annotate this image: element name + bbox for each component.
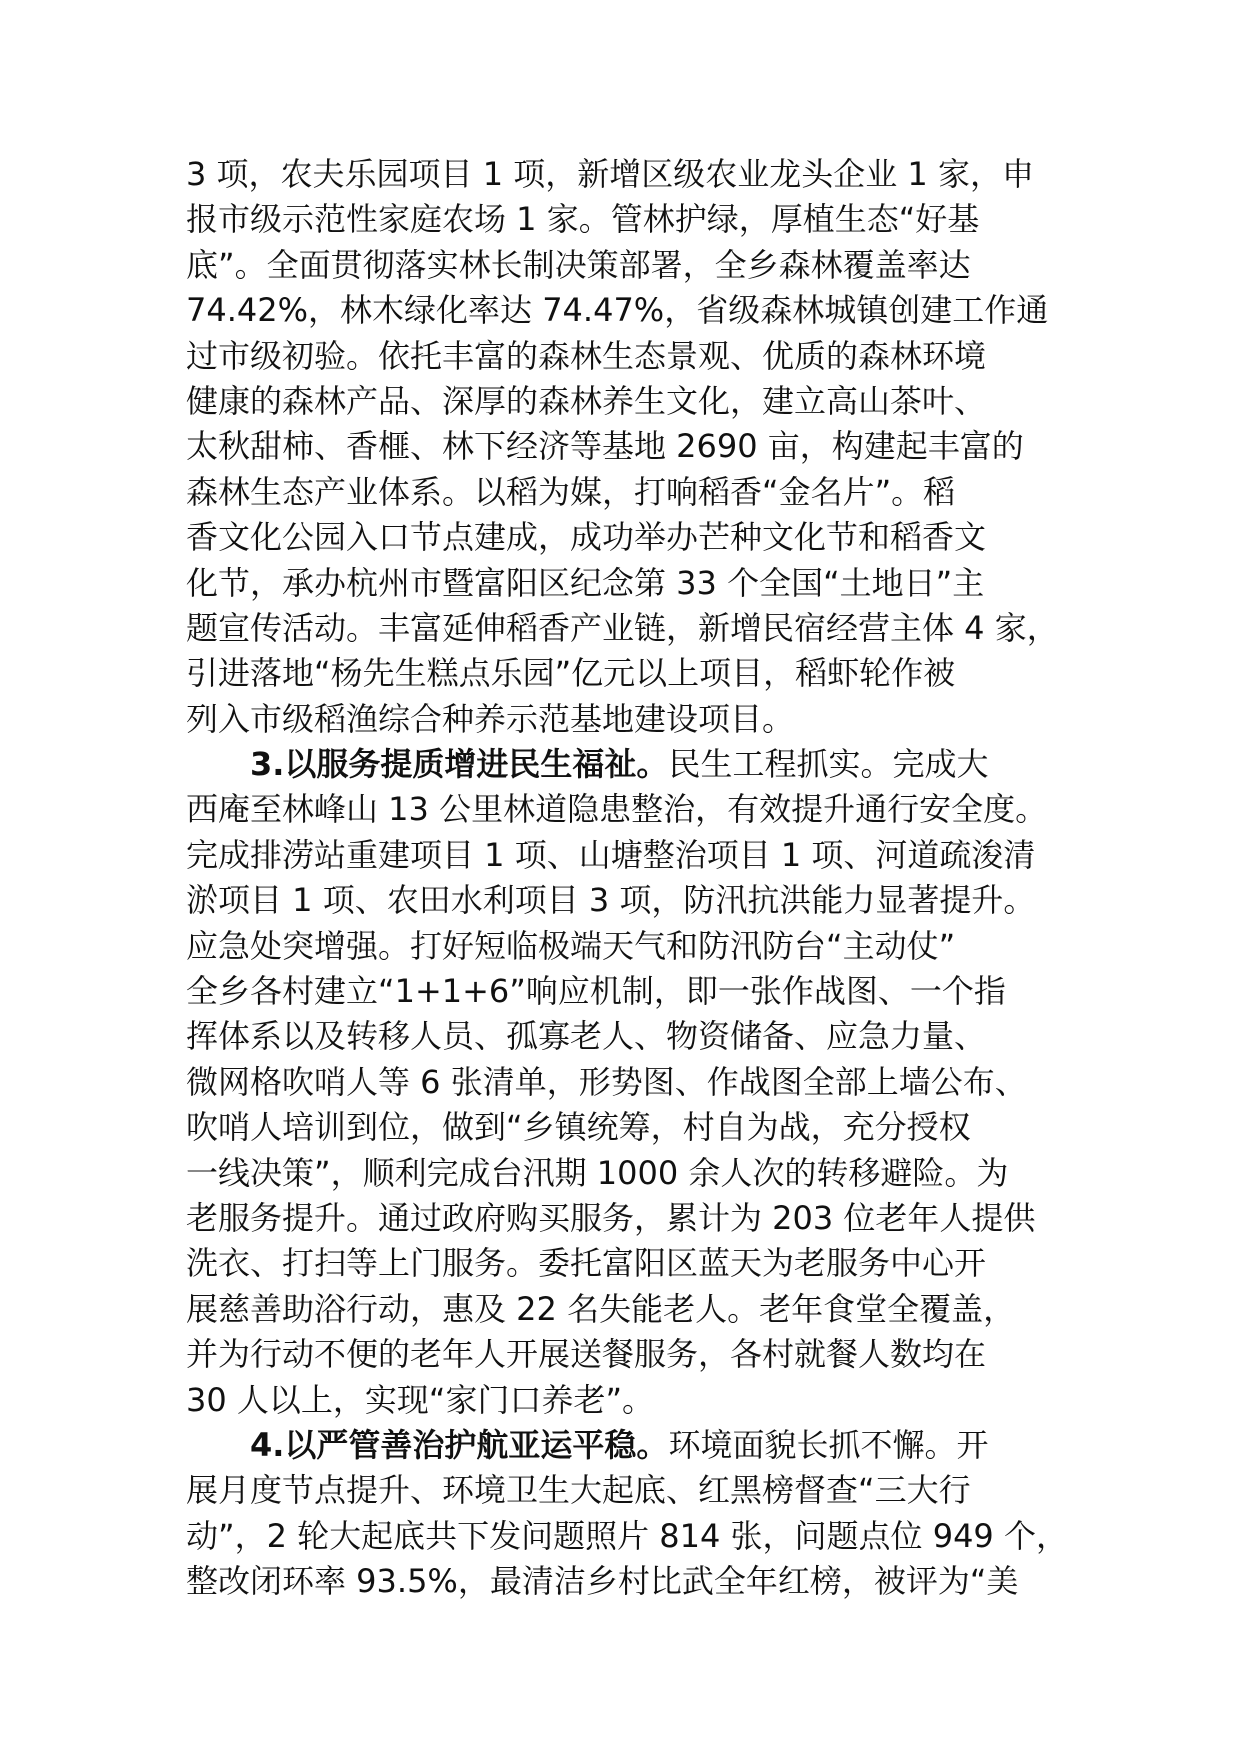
text-line: 吹哨人培训到位，做到“乡镇统筹，村自为战，充分授权 <box>186 1108 971 1147</box>
text-line: 过市级初验。依托丰富的森林生态景观、优质的森林环境 <box>186 336 987 375</box>
text-line: 动”，2 轮大起底共下发问题照片 814 张，问题点位 949 个， <box>186 1516 1068 1555</box>
text-line: 展慈善助浴行动，惠及 22 名失能老人。老年食堂全覆盖， <box>186 1289 1016 1328</box>
text-line: 化节，承办杭州市暨富阳区纪念第 33 个全国“土地日”主 <box>186 563 985 602</box>
text-line: 并为行动不便的老年人开展送餐服务，各村就餐人数均在 <box>186 1335 987 1374</box>
text-line: 淤项目 1 项、农田水利项目 3 项，防汛抗洪能力显著提升。 <box>186 881 1036 920</box>
section-heading-4: 4.以严管善治护航亚运平稳。 <box>250 1425 669 1464</box>
text-line: 香文化公园入口节点建成，成功举办芒种文化节和稻香文 <box>186 518 987 557</box>
text-line: 微网格吹哨人等 6 张清单，形势图、作战图全部上墙公布、 <box>186 1062 1027 1101</box>
text-line: 底”。全面贯彻落实林长制决策部署，全乡森林覆盖率达 <box>186 245 971 284</box>
text-line: 列入市级稻渔综合种养示范基地建设项目。 <box>186 699 795 738</box>
text-line: 洗衣、打扫等上门服务。委托富阳区蓝天为老服务中心开 <box>186 1244 987 1283</box>
text-line: 老服务提升。通过政府购买服务，累计为 203 位老年人提供 <box>186 1198 1036 1237</box>
text-line: 健康的森林产品、深厚的森林养生文化，建立高山茶叶、 <box>186 381 987 420</box>
paragraph-first-line <box>186 1423 1072 1468</box>
text-line: 森林生态产业体系。以稻为媒，打响稻香“金名片”。稻 <box>186 472 956 511</box>
text-line: 3 项，农夫乐园项目 1 项，新增区级农业龙头企业 1 家，申 <box>186 155 1034 193</box>
text-segment: 民生工程抓实。完成大 <box>668 745 989 784</box>
paragraph-first-line <box>186 742 1072 787</box>
text-line: 74.42%，林木绿化率达 74.47%，省级森林城镇创建工作通 <box>186 291 1049 330</box>
text-line: 一线决策”，顺利完成台汛期 1000 余人次的转移避险。为 <box>186 1153 1009 1192</box>
text-line: 展月度节点提升、环境卫生大起底、红黑榜督查“三大行 <box>186 1471 971 1510</box>
text-line: 整改闭环率 93.5%，最清洁乡村比武全年红榜，被评为“美 <box>186 1562 1019 1601</box>
text-line: 全乡各村建立“1+1+6”响应机制，即一张作战图、一个指 <box>186 972 1006 1011</box>
text-line: 引进落地“杨先生糕点乐园”亿元以上项目，稻虾轮作被 <box>186 654 956 693</box>
paragraph-forest-rice <box>186 152 1072 742</box>
text-segment: 环境面貌长抓不懈。开 <box>668 1425 989 1464</box>
document-body <box>186 152 1072 1605</box>
text-line: 题宣传活动。丰富延伸稻香产业链，新增民宿经营主体 4 家， <box>186 608 1059 647</box>
text-line: 太秋甜柿、香榧、林下经济等基地 2690 亩，构建起丰富的 <box>186 427 1024 466</box>
text-line: 西庵至林峰山 13 公里林道隐患整治，有效提升通行安全度。 <box>186 790 1048 829</box>
paragraph-livelihood <box>186 742 1072 1423</box>
section-heading-3: 3.以服务提质增进民生福祉。 <box>250 745 669 784</box>
text-line: 完成排涝站重建项目 1 项、山塘整治项目 1 项、河道疏浚清 <box>186 835 1036 874</box>
text-line: 挥体系以及转移人员、孤寡老人、物资储备、应急力量、 <box>186 1017 987 1056</box>
text-line: 30 人以上，实现“家门口养老”。 <box>186 1380 655 1419</box>
paragraph-governance <box>186 1423 1072 1605</box>
text-line: 报市级示范性家庭农场 1 家。管林护绿，厚植生态“好基 <box>186 200 980 239</box>
text-line: 应急处突增强。打好短临极端天气和防汛防台“主动仗” <box>186 926 956 965</box>
